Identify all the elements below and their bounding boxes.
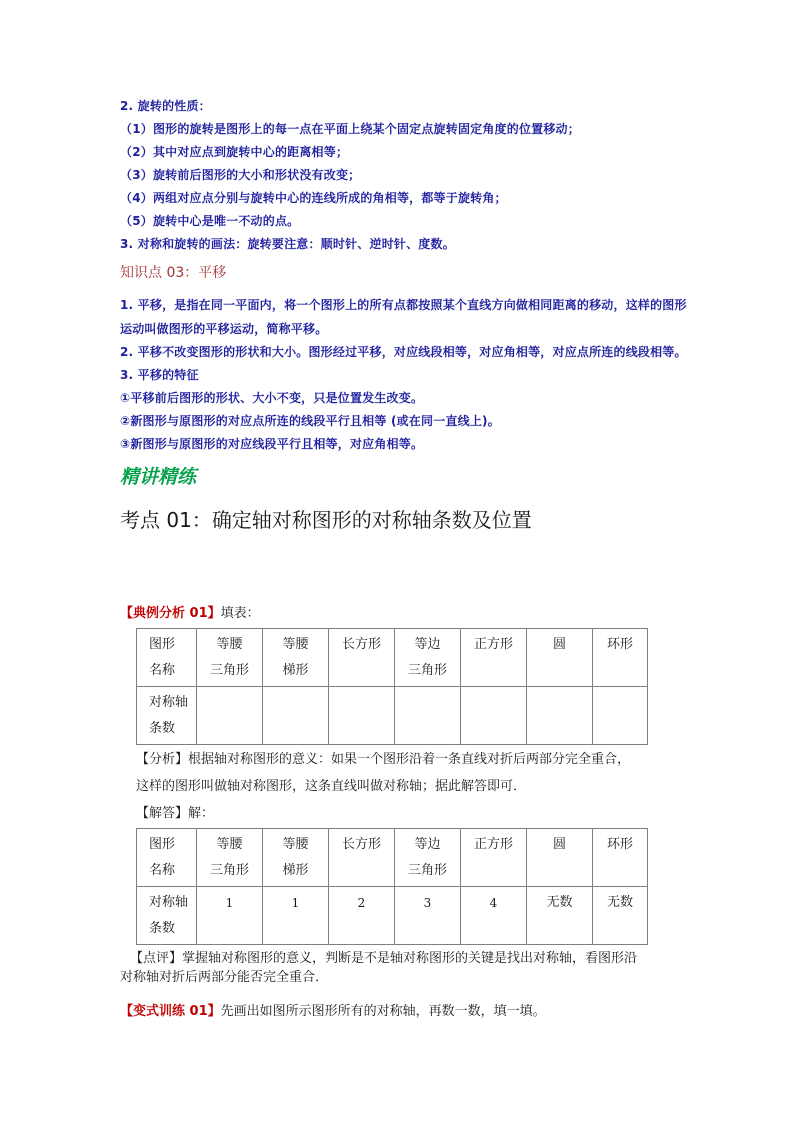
rotation-property-4: （4）两组对应点分别与旋转中心的连线所成的角相等，都等于旋转角； <box>120 191 507 205</box>
section-banner: 精讲精练 <box>120 466 197 488</box>
table-row-label: 对称轴 条数 <box>137 687 197 745</box>
table-cell-blank[interactable] <box>197 687 263 745</box>
knowledge-point-title: 知识点 03：平移 <box>120 265 227 281</box>
comment-line-1 <box>130 947 637 966</box>
example-prompt: 填表： <box>220 606 260 621</box>
exam-point-label: 考点 01： <box>120 508 212 532</box>
analysis-tag: 【分析】 <box>136 752 189 767</box>
comment-text: 掌握轴对称图形的意义，判断是不是轴对称图形的关键是找出对称轴，看图形沿 <box>182 951 638 966</box>
variant-text: 先画出如图所示图形所有的对称轴，再数一数，填一填。 <box>220 1004 546 1019</box>
table-row <box>137 687 648 745</box>
table-cell-value: 1 <box>197 887 263 945</box>
table-header-cell: 图形 名称 <box>137 629 197 687</box>
table-header-cell: 长方形 <box>329 629 395 687</box>
variant-line <box>120 1000 546 1019</box>
table-header-row <box>137 829 648 887</box>
exam-point-text: 确定轴对称图形的对称轴条数及位置 <box>211 508 532 532</box>
example-tag: 【典例分析 01】 <box>120 606 221 621</box>
table-cell-blank[interactable] <box>329 687 395 745</box>
table-header-row <box>137 629 648 687</box>
table-header-cell: 环形 <box>593 829 648 887</box>
table-cell-blank[interactable] <box>527 687 593 745</box>
table-header-cell: 正方形 <box>461 829 527 887</box>
table-cell-value: 2 <box>329 887 395 945</box>
table-cell-blank[interactable] <box>395 687 461 745</box>
table-row <box>137 887 648 945</box>
translation-feature-1: ①平移前后图形的形状、大小不变，只是位置发生改变。 <box>120 391 424 405</box>
translation-feature-3: ③新图形与原图形的对应线段平行且相等，对应角相等。 <box>120 437 424 451</box>
table-header-cell: 等腰 梯形 <box>263 829 329 887</box>
table-cell-value: 无数 <box>593 887 648 945</box>
example-intro <box>120 602 260 621</box>
translation-property: 2. 平移不改变图形的形状和大小。图形经过平移，对应线段相等，对应角相等，对应点所连的线段相等。 <box>120 345 687 359</box>
table-cell-blank[interactable] <box>593 687 648 745</box>
answer-line <box>136 802 214 821</box>
analysis-line-1 <box>136 748 630 767</box>
table-row-label: 对称轴 条数 <box>137 887 197 945</box>
table-cell-value: 1 <box>263 887 329 945</box>
table-cell-blank[interactable] <box>263 687 329 745</box>
variant-tag: 【变式训练 01】 <box>120 1004 221 1019</box>
drawing-method: 3. 对称和旋转的画法：旋转要注意：顺时针、逆时针、度数。 <box>120 237 455 251</box>
translation-def-line-2: 运动叫做图形的平移运动，简称平移。 <box>120 322 328 336</box>
table-header-cell: 图形 名称 <box>137 829 197 887</box>
table-cell-value: 无数 <box>527 887 593 945</box>
table-header-cell: 正方形 <box>461 629 527 687</box>
table-header-cell: 等边 三角形 <box>395 629 461 687</box>
table-cell-blank[interactable] <box>461 687 527 745</box>
table-header-cell: 圆 <box>527 829 593 887</box>
comment-tag: 【点评】 <box>130 951 183 966</box>
table-header-cell: 等边 三角形 <box>395 829 461 887</box>
question-table <box>136 628 648 745</box>
comment-line-2: 对称轴对折后两部分能否完全重合． <box>120 970 329 985</box>
rotation-property-2: （2）其中对应点到旋转中心的距离相等； <box>120 145 349 159</box>
table-cell-value: 4 <box>461 887 527 945</box>
table-header-cell: 等腰 梯形 <box>263 629 329 687</box>
table-header-cell: 圆 <box>527 629 593 687</box>
translation-feature-2: ②新图形与原图形的对应点所连的线段平行且相等 (或在同一直线上)。 <box>120 414 500 428</box>
rotation-property-5: （5）旋转中心是唯一不动的点。 <box>120 214 300 228</box>
answer-tag: 【解答】 <box>136 806 189 821</box>
table-header-cell: 等腰 三角形 <box>197 629 263 687</box>
exam-point-heading <box>120 504 532 533</box>
answer-table <box>136 828 648 945</box>
translation-features-title: 3. 平移的特征 <box>120 368 199 382</box>
translation-def-line-1: 1. 平移，是指在同一平面内，将一个图形上的所有点都按照某个直线方向做相同距离的移动，这样的图形 <box>120 298 687 312</box>
analysis-line-2: 这样的图形叫做轴对称图形，这条直线叫做对称轴；据此解答即可． <box>136 779 527 794</box>
table-header-cell: 环形 <box>593 629 648 687</box>
rotation-property-1: （1）图形的旋转是图形上的每一点在平面上绕某个固定点旋转固定角度的位置移动； <box>120 122 580 136</box>
table-cell-value: 3 <box>395 887 461 945</box>
rotation-properties-title: 2. 旋转的性质： <box>120 99 211 113</box>
analysis-text: 根据轴对称图形的意义：如果一个图形沿着一条直线对折后两部分完全重合， <box>188 752 631 767</box>
answer-text: 解： <box>188 806 215 821</box>
rotation-property-3: （3）旋转前后图形的大小和形状没有改变； <box>120 168 361 182</box>
table-header-cell: 等腰 三角形 <box>197 829 263 887</box>
table-header-cell: 长方形 <box>329 829 395 887</box>
